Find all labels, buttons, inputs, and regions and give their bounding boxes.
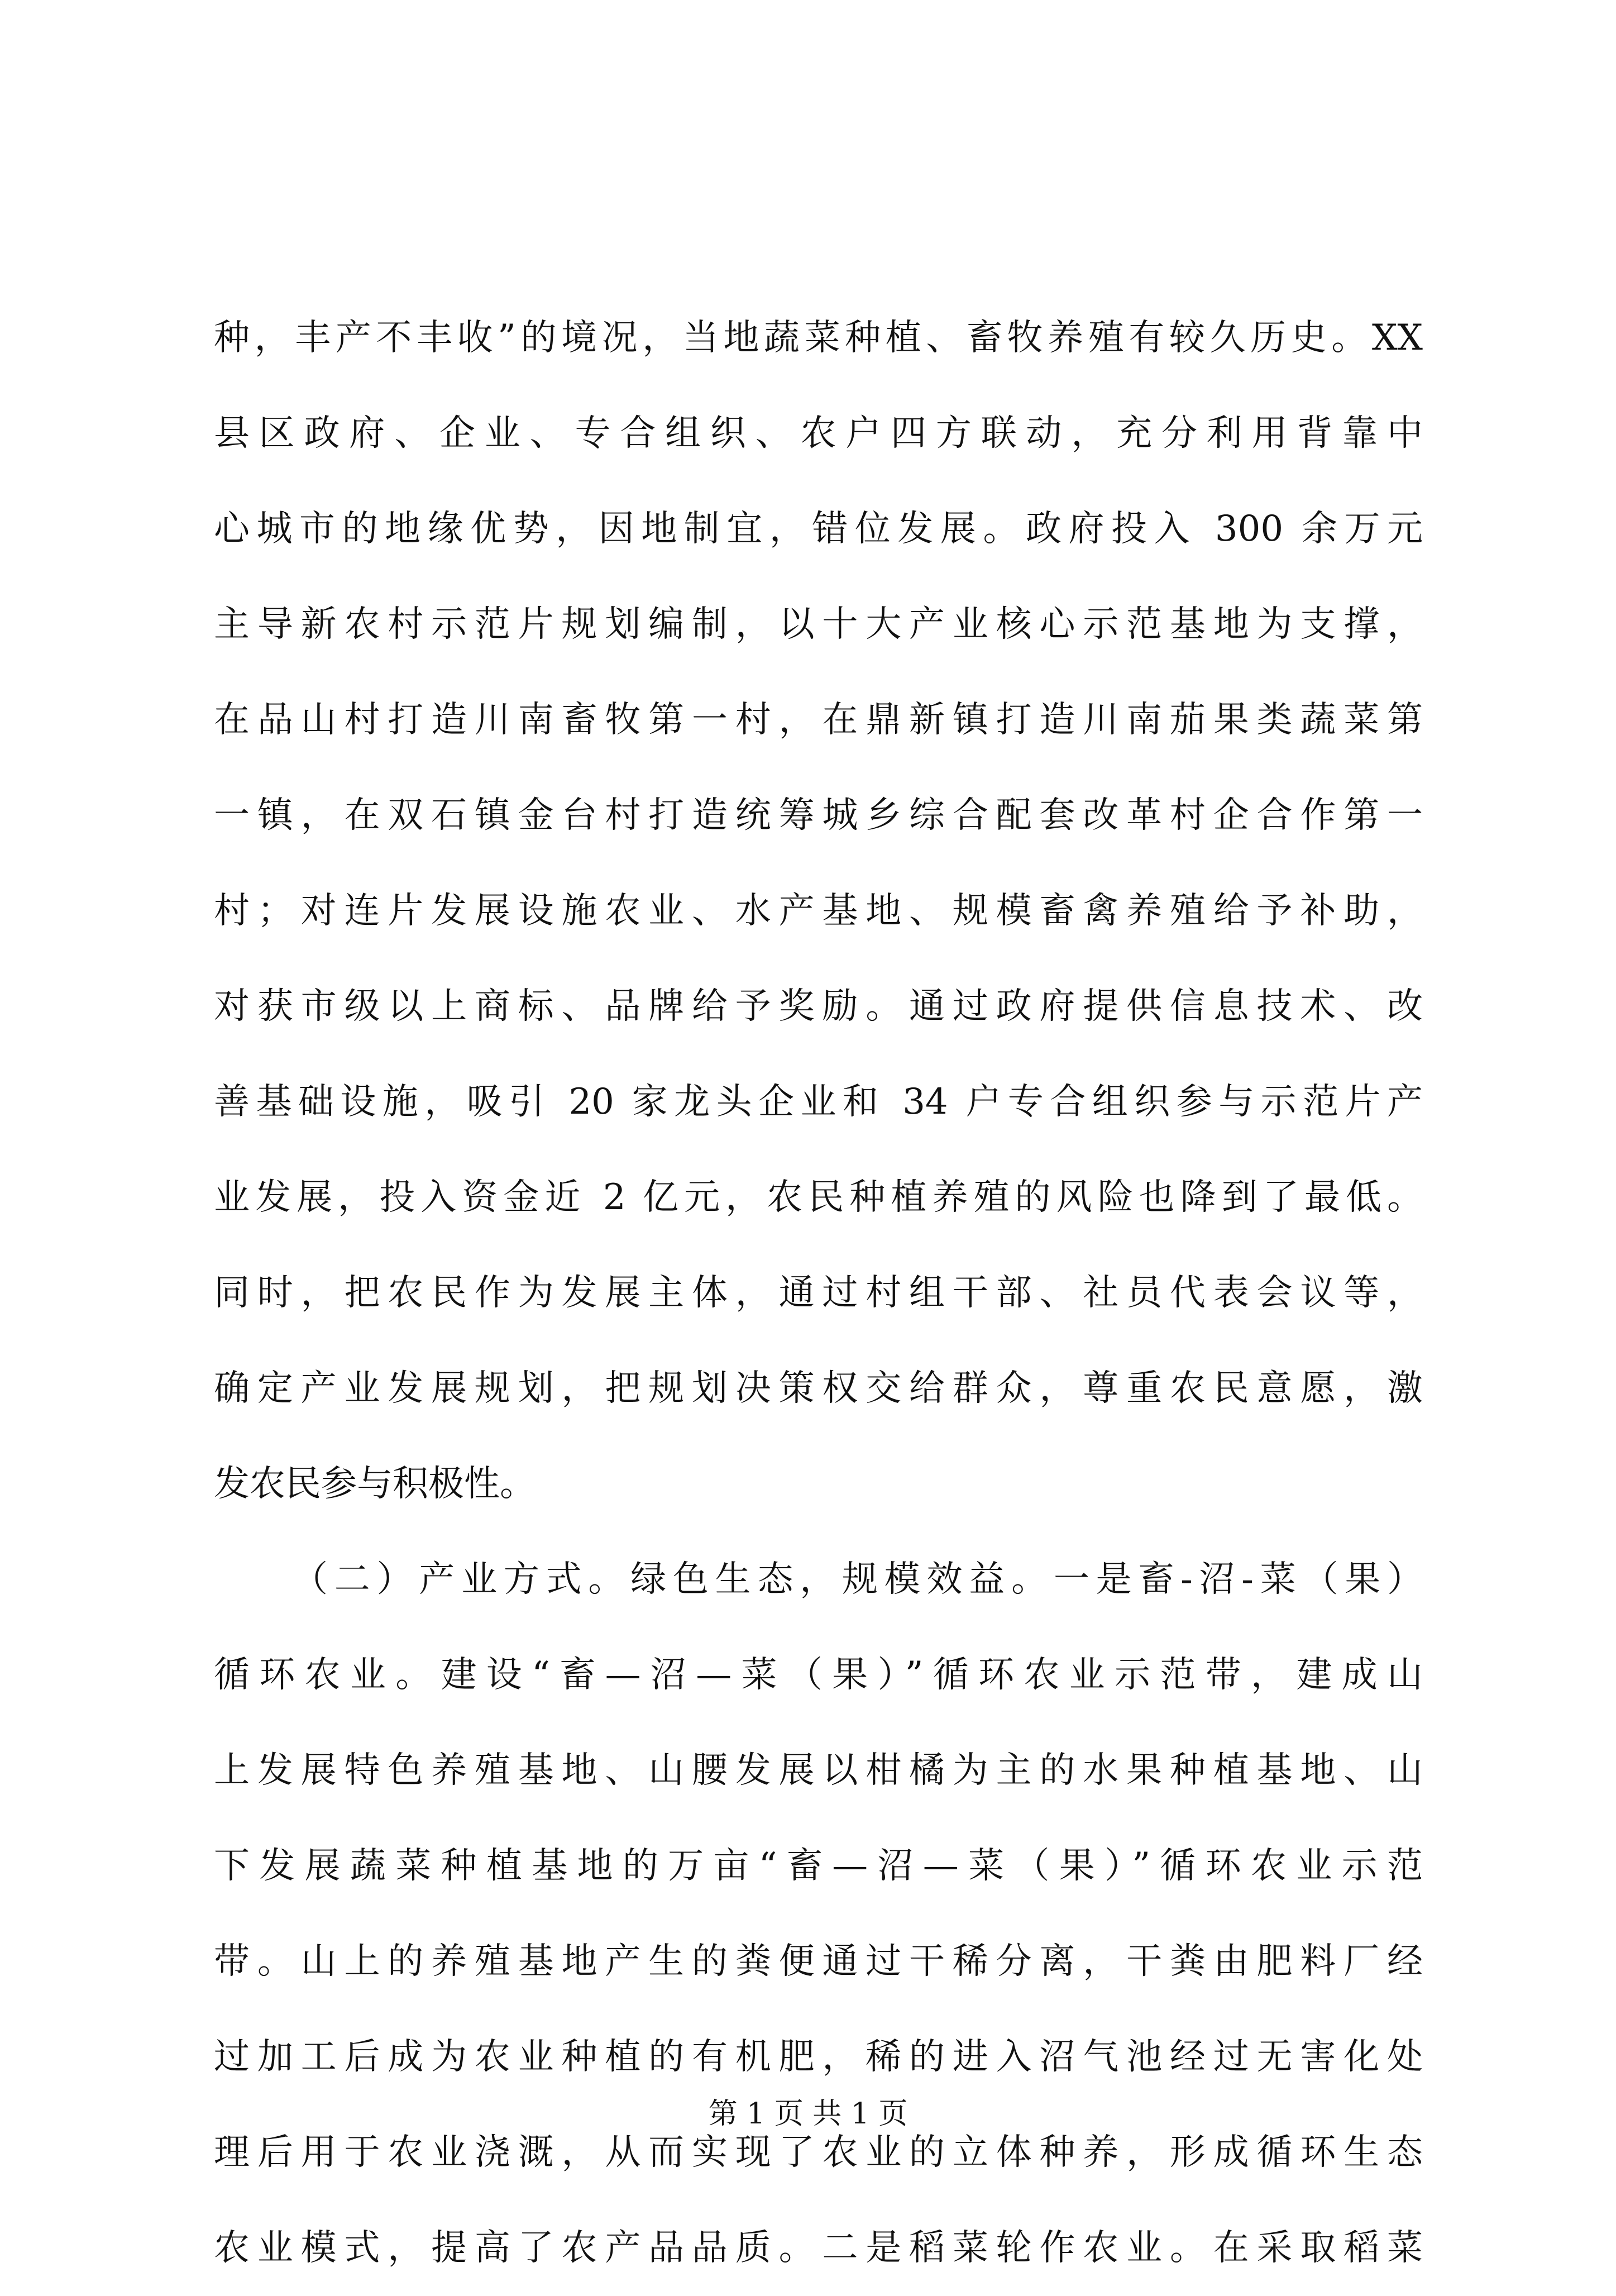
text-line: 村；对连片发展设施农业、水产基地、规模畜禽养殖给予补助， (214, 890, 1423, 932)
text-line: 确定产业发展规划，把规划决策权交给群众，尊重农民意愿，激 (214, 1368, 1423, 1409)
text-line: 带。山上的养殖基地产生的粪便通过干稀分离，干粪由肥料厂经 (214, 1941, 1423, 1982)
section-heading-line: （二）产业方式。绿色生态，规模效益。一是畜-沼-菜（果） (292, 1559, 1423, 1600)
page-footer: 第 1 页 共 1 页 (708, 2097, 908, 2131)
text-line: 善基础设施，吸引 20 家龙头企业和 34 户专合组织参与示范片产 (214, 1081, 1423, 1123)
text-line: 种，丰产不丰收”的境况，当地蔬菜种植、畜牧养殖有较久历史。XX (214, 317, 1423, 359)
text-line: 在品山村打造川南畜牧第一村，在鼎新镇打造川南茄果类蔬菜第 (214, 699, 1423, 741)
text-line: 对获市级以上商标、品牌给予奖励。通过政府提供信息技术、改 (214, 986, 1423, 1027)
paragraph-2 (214, 1532, 1423, 2296)
text-line: 发农民参与积极性。 (214, 1463, 536, 1505)
document-body (214, 290, 1423, 2296)
text-line: 主导新农村示范片规划编制，以十大产业核心示范基地为支撑， (214, 604, 1423, 645)
text-line: 一镇，在双石镇金台村打造统筹城乡综合配套改革村企合作第一 (214, 795, 1423, 836)
text-line: 县区政府、企业、专合组织、农户四方联动，充分利用背靠中 (214, 413, 1423, 454)
text-line: 同时，把农民作为发展主体，通过村组干部、社员代表会议等， (214, 1272, 1423, 1314)
text-line: 理后用于农业浇溉，从而实现了农业的立体种养，形成循环生态 (214, 2132, 1423, 2173)
text-line: 过加工后成为农业种植的有机肥，稀的进入沼气池经过无害化处 (214, 2036, 1423, 2078)
text-line: 农业模式，提高了农产品品质。二是稻菜轮作农业。在采取稻菜 (214, 2227, 1423, 2269)
text-line: 下发展蔬菜种植基地的万亩“畜—沼—菜（果）”循环农业示范 (214, 1845, 1423, 1887)
paragraph-1 (214, 290, 1423, 1532)
text-line: 上发展特色养殖基地、山腰发展以柑橘为主的水果种植基地、山 (214, 1750, 1423, 1791)
text-line: 心城市的地缘优势，因地制宜，错位发展。政府投入 300 余万元 (214, 508, 1423, 550)
text-line: 循环农业。建设“畜—沼—菜（果）”循环农业示范带，建成山 (214, 1654, 1423, 1696)
text-line: 业发展，投入资金近 2 亿元，农民种植养殖的风险也降到了最低。 (214, 1177, 1423, 1218)
